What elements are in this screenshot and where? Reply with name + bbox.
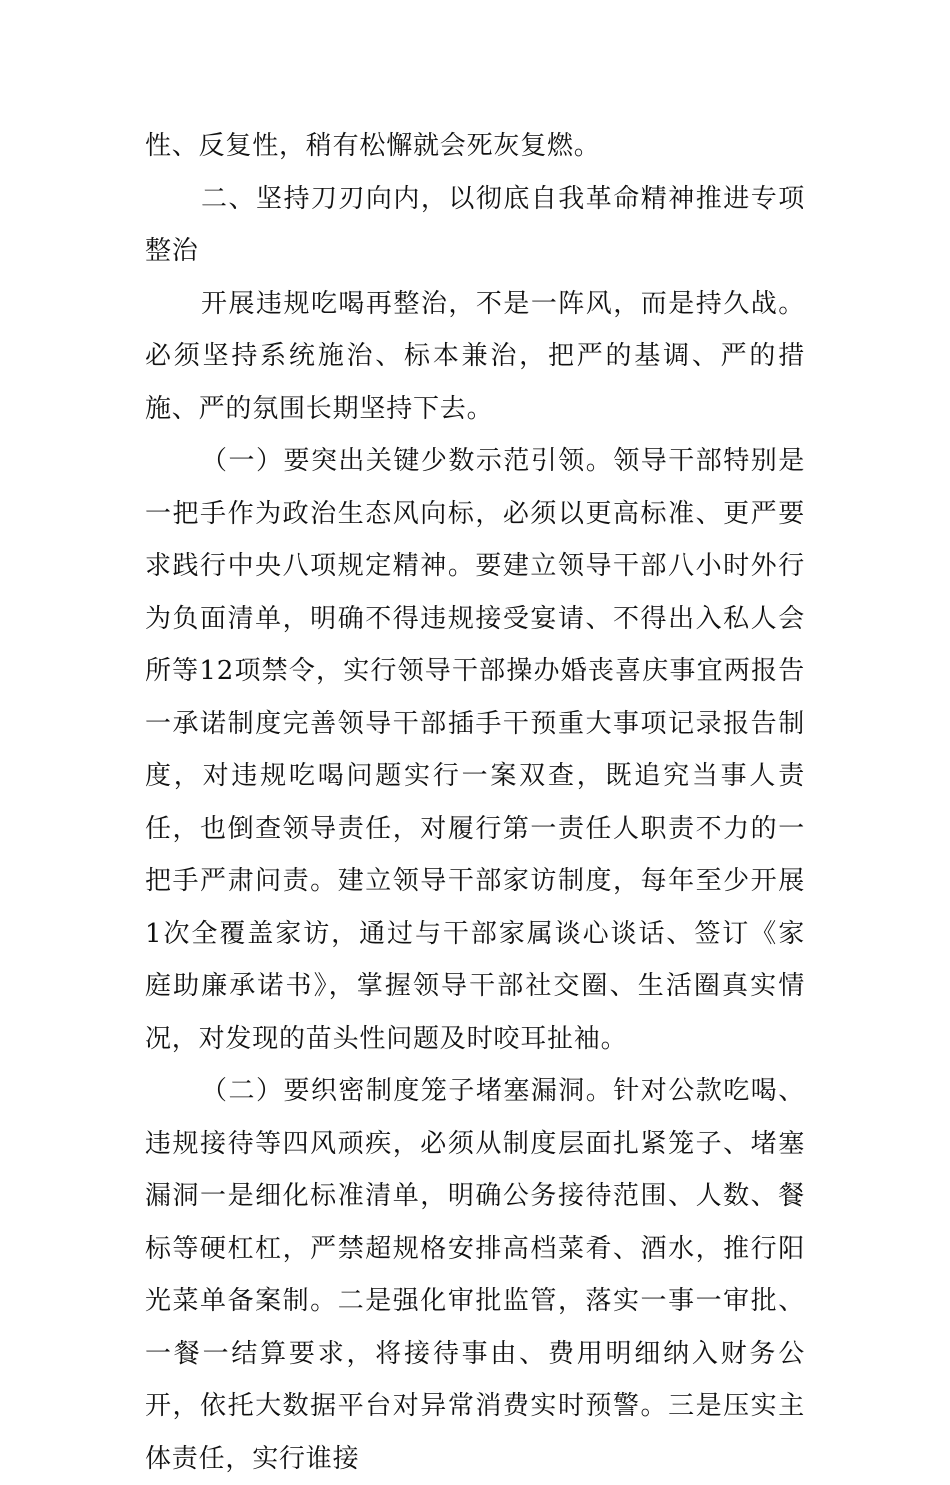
document-body	[145, 120, 805, 1485]
paragraph-intro: 开展违规吃喝再整治，不是一阵风，而是持久战。必须坚持系统施治、标本兼治，把严的基调、严的措施、严的氛围长期坚持下去。	[145, 288, 805, 424]
section-heading: 二、坚持刀刃向内，以彻底自我革命精神推进专项整治	[145, 183, 805, 266]
paragraph-item-1: （一）要突出关键少数示范引领。领导干部特别是一把手作为政治生态风向标，必须以更高标准、更严要求践行中央八项规定精神。要建立领导干部八小时外行为负面清单，明确不得违规接受宴请、不得出入私人会所等12项禁令，实行领导干部操办婚丧喜庆事宜两报告一承诺制度完善领导干部插手干预重大事项记录报告制度，对违规吃喝问题实行一案双查，既追究当事人责任，也倒查领导责任，对履行第一责任人职责不力的一把手严肃问责。建立领导干部家访制度，每年至少开展1次全覆盖家访，通过与干部家属谈心谈话、签订《家庭助廉承诺书》，掌握领导干部社交圈、生活圈真实情况，对发现的苗头性问题及时咬耳扯袖。	[145, 446, 805, 1054]
paragraph-continuation: 性、反复性，稍有松懈就会死灰复燃。	[145, 131, 601, 161]
paragraph-item-2: （二）要织密制度笼子堵塞漏洞。针对公款吃喝、违规接待等四风顽疾，必须从制度层面扎紧笼子、堵塞漏洞一是细化标准清单，明确公务接待范围、人数、餐标等硬杠杠，严禁超规格安排高档菜肴、酒水，推行阳光菜单备案制。二是强化审批监管，落实一事一审批、一餐一结算要求，将接待事由、费用明细纳入财务公开，依托大数据平台对异常消费实时预警。三是压实主体责任，实行谁接	[145, 1076, 805, 1474]
